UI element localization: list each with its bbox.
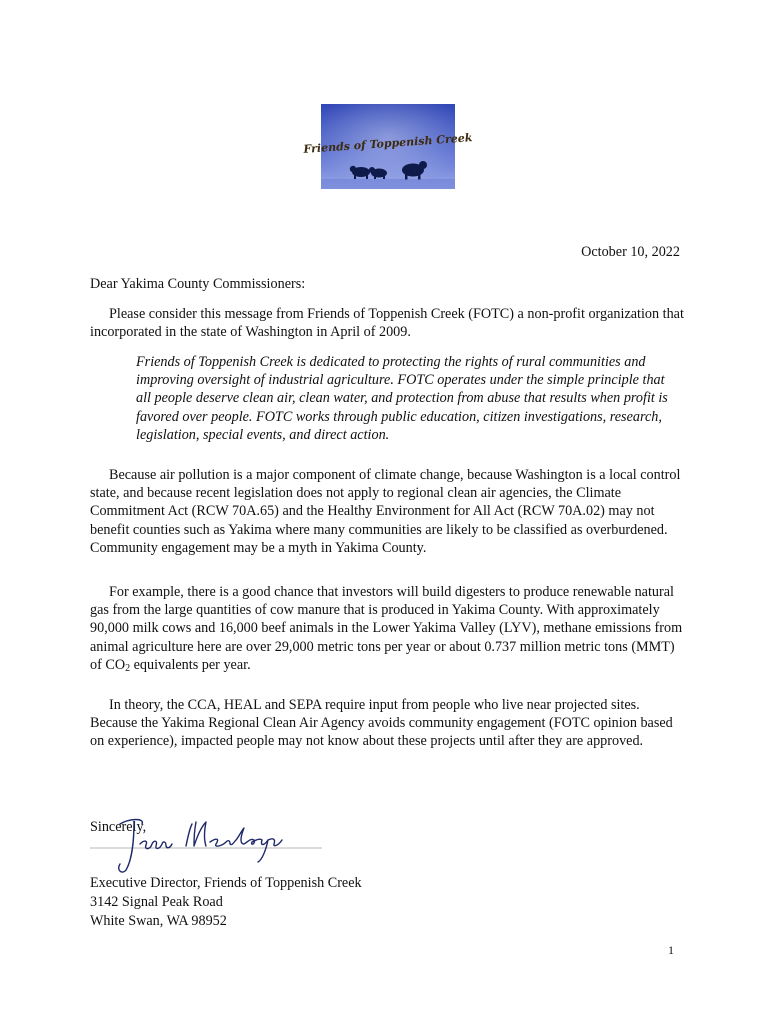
paragraph-air-pollution: Because air pollution is a major component of climate change, because Washington is a local control state, and because recent legislation does not apply to regional clean air agencies, the Climate Commitment Act (RCW 70A.65) and the Healthy Environment for All Act (RCW 70A.02) may not benefit counties such as Yakima where many communities are likely to be classified as overburdened. Community engagement may be a myth in Yakima County.: [90, 467, 681, 556]
paragraph-community-engagement: In theory, the CCA, HEAL and SEPA require input from people who live near projected sites. Because the Yakima Regional Clean Air Agency avoids community engagement (FOTC opinion based on experience), impacted people may not know about these projects until after they are approved.: [90, 697, 673, 750]
sender-street: 3142 Signal Peak Road: [90, 894, 223, 911]
closing: Sincerely,: [90, 819, 147, 835]
paragraph-intro: Please consider this message from Friends of Toppenish Creek (FOTC) a non-profit organization that incorporated in the state of Washington in April of 2009.: [90, 306, 684, 341]
organization-logo: [303, 104, 473, 189]
paragraph-digesters: [90, 583, 688, 678]
mission-statement-quote: Friends of Toppenish Creek is dedicated to protecting the rights of rural communities and improving oversight of industrial agriculture. FOTC operates under the simple principle that all people deserve clean air, clean water, and protection from abuse that results when profit is favored over people. FOTC works through public education, citizen investigations, research, legislation, special events, and direct action.: [136, 354, 668, 443]
page-number: 1: [668, 943, 674, 957]
letter-date: October 10, 2022: [581, 244, 680, 260]
sender-city: White Swan, WA 98952: [90, 913, 227, 930]
co2-subscript: 2: [125, 662, 131, 674]
paragraph-digesters-end: equivalents per year.: [130, 656, 251, 673]
paragraph-digesters-main: For example, there is a good chance that investors will build digesters to produce renewable natural gas from the large quantities of cow manure that is produced in Yakima County. With approximately 90,000 milk cows and 16,000 beef animals in the Lower Yakima Valley (LYV), methane emissions from animal agriculture here are over 29,000 metric tons per year or about 0.737 million metric tons (MMT) of CO: [90, 584, 683, 673]
signature-image: [90, 810, 322, 878]
sender-address: [90, 874, 362, 932]
logo-text: Friends of Toppenish Creek: [303, 131, 473, 156]
sender-title: Executive Director, Friends of Toppenish Creek: [90, 875, 362, 891]
salutation: Dear Yakima County Commissioners:: [90, 276, 306, 292]
